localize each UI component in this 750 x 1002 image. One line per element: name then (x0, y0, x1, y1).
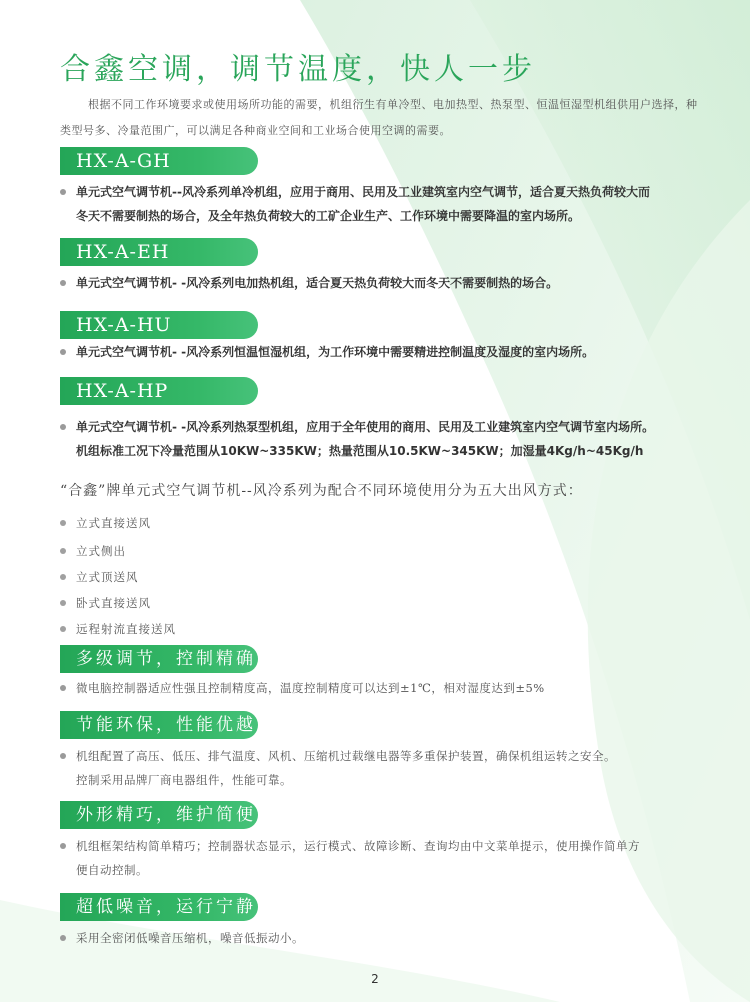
bullet-icon (60, 548, 66, 554)
page-number: 2 (371, 972, 379, 986)
model-description-gh: 单元式空气调节机--风冷系列单冷机组，应用于商用、民用及工业建筑室内空气调节，适合夏天热负荷较大而 冬天不需要制热的场合，及全年热负荷较大的工矿企业生产、工作环境中需要降温的室内场所。 (60, 180, 710, 228)
bullet-icon (60, 424, 66, 430)
feature-heading-efficiency: 节能环保，性能优越 (60, 711, 258, 739)
model-description-eh: 单元式空气调节机- -风冷系列电加热机组，适合夏天热负荷较大而冬天不需要制热的场合。 (60, 271, 710, 295)
airflow-mode-item: 立式侧出 (60, 543, 126, 559)
bullet-icon (60, 600, 66, 606)
bullet-icon (60, 189, 66, 195)
airflow-mode-item: 立式顶送风 (60, 569, 139, 585)
page-title: 合鑫空调，调节温度，快人一步 (60, 52, 536, 87)
model-description-hp: 单元式空气调节机- -风冷系列热泵型机组，应用于全年使用的商用、民用及工业建筑室内空气调节室内场所。 机组标准工况下冷量范围从10KW~335KW；热量范围从10.5KW~345KW；加湿量4Kg/h~45Kg/h (60, 415, 710, 463)
feature-description-efficiency: 机组配置了高压、低压、排气温度、风机、压缩机过载继电器等多重保护装置，确保机组运转之安全。 控制采用品牌厂商电器组件，性能可靠。 (60, 744, 710, 792)
model-heading-gh: HX-A-GH (60, 147, 258, 175)
bullet-icon (60, 574, 66, 580)
feature-heading-noise: 超低噪音，运行宁静 (60, 893, 258, 921)
bullet-icon (60, 935, 66, 941)
model-heading-hu: HX-A-HU (60, 311, 258, 339)
model-heading-eh: HX-A-EH (60, 238, 258, 266)
bullet-icon (60, 280, 66, 286)
feature-heading-design: 外形精巧，维护简便 (60, 801, 258, 829)
bullet-icon (60, 685, 66, 691)
feature-description-design: 机组框架结构简单精巧；控制器状态显示，运行模式、故障诊断、查询均由中文菜单提示，使用操作简单方 便自动控制。 (60, 834, 710, 882)
model-heading-hp: HX-A-HP (60, 377, 258, 405)
bullet-icon (60, 753, 66, 759)
airflow-mode-item: 远程射流直接送风 (60, 621, 176, 637)
bullet-icon (60, 520, 66, 526)
model-description-hu: 单元式空气调节机- -风冷系列恒温恒湿机组，为工作环境中需要精进控制温度及湿度的室内场所。 (60, 340, 710, 364)
airflow-mode-item: 立式直接送风 (60, 515, 151, 531)
airflow-mode-item: 卧式直接送风 (60, 595, 151, 611)
bullet-icon (60, 626, 66, 632)
feature-heading-control: 多级调节，控制精确 (60, 645, 258, 673)
bullet-icon (60, 349, 66, 355)
intro-paragraph: 根据不同工作环境要求或使用场所功能的需要，机组衍生有单冷型、电加热型、热泵型、恒温恒湿型机组供用户选择，种类型号多、冷量范围广，可以满足各种商业空间和工业场合使用空调的需要。 (60, 98, 698, 137)
bullet-icon (60, 843, 66, 849)
airflow-lead: “合鑫”牌单元式空气调节机--风冷系列为配合不同环境使用分为五大出风方式： (60, 483, 583, 499)
feature-description-noise: 采用全密闭低噪音压缩机，噪音低振动小。 (60, 926, 710, 950)
feature-description-control: 微电脑控制器适应性强且控制精度高，温度控制精度可以达到±1℃，相对湿度达到±5% (60, 676, 710, 700)
